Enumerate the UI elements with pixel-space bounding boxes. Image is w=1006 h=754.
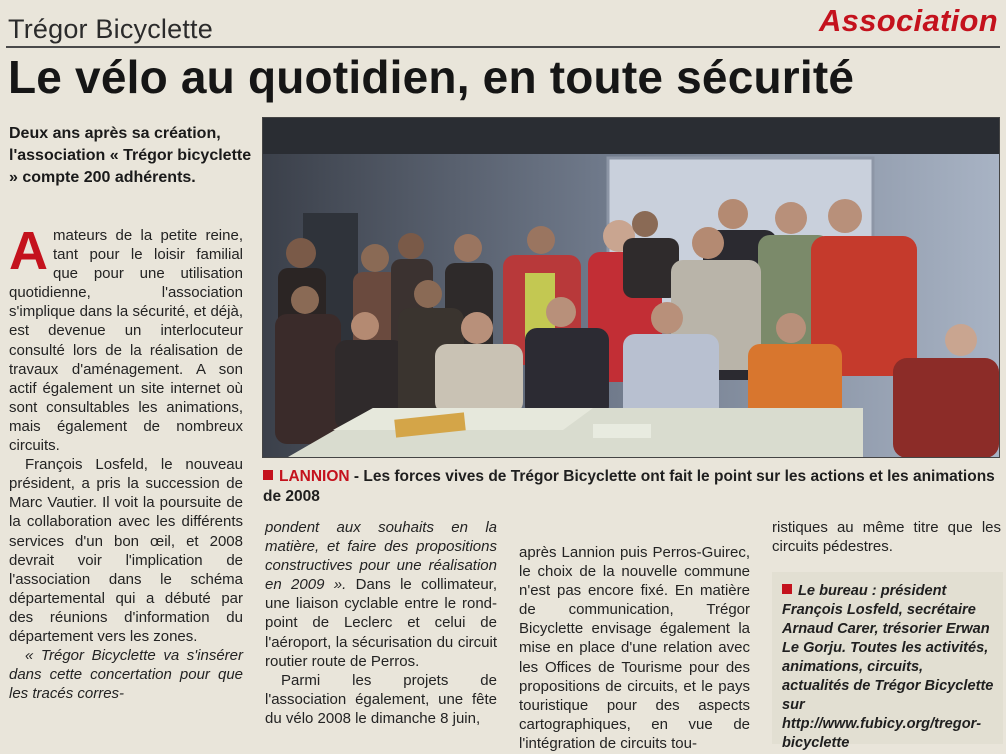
lead-paragraph: Deux ans après sa création, l'association « Trégor bicyclette » compte 200 adhérents. xyxy=(9,125,252,186)
headline: Le vélo au quotidien, en toute sécurité xyxy=(8,51,855,103)
article-column-4 xyxy=(772,518,1001,556)
info-box-bullet xyxy=(782,584,792,594)
paragraph: après Lannion puis Perros-Guirec, le choix de la nouvelle commune n'est pas encore fixé. En matière de communication, Trégor Bicyclette envisage également la mise en place d'une relation avec les Offices de Tourisme pour des propositions de circuits, et le pays touristique pour des aspects cartographiques, en vue de l'intégration de circuits tou- xyxy=(519,544,750,752)
quote-text: pondent aux souhaits en la matière, et faire des propositions constructives pour une réalisation en 2009 ». xyxy=(265,519,497,594)
article-column-1 xyxy=(9,221,243,703)
quote-paragraph: « Trégor Bicyclette va s'insérer dans cette concertation pour que les tracés corres- xyxy=(9,647,243,703)
drop-cap: A xyxy=(9,221,48,281)
photo-caption xyxy=(263,467,1001,507)
paragraph: François Losfeld, le nouveau président, a pris la succession de Marc Vautier. Il voit la poursuite de la collaboration avec les différents services d'un bon œil, et 2008 devrait voir l'implication de l'association dans le schéma départemental qui a débuté par des réunions d'information du département vers les zones. xyxy=(9,456,243,645)
paragraph xyxy=(265,518,497,671)
paragraph: Parmi les projets de l'association également, une fête du vélo 2008 le dimanche 8 juin, xyxy=(265,671,497,727)
paragraph-text: mateurs de la petite reine, tant pour le loisir familial que pour une utilisation quotidienne, l'association s'implique dans la sécurité, et déjà, est devenue un interlocuteur consulté lors de la réalisation de travaux d'aménagement. A son actif également un site internet où sont consultables les animations, mais également de nombreux circuits. xyxy=(9,227,243,455)
article-column-3 xyxy=(519,543,750,753)
paragraph: ristiques au même titre que les circuits pédestres. xyxy=(772,519,1001,556)
info-box-content: Le bureau : président François Losfeld, secrétaire Arnaud Carer, trésorier Erwan Le Gorju. Toutes les activités, animations, circuits, actualités de Trégor Bicyclette sur http://www.fubicy.org/tregor-bicyclette xyxy=(782,583,994,751)
caption-place: LANNION xyxy=(279,468,350,485)
group-photo xyxy=(262,117,1000,458)
paragraph xyxy=(9,221,243,455)
kicker-title: Trégor Bicyclette xyxy=(8,14,213,44)
section-label: Association xyxy=(818,3,998,38)
header-rule xyxy=(6,46,1000,48)
caption-text: - Les forces vives de Trégor Bicyclette ont fait le point sur les actions et les animations de 2008 xyxy=(263,468,995,505)
article-column-2 xyxy=(265,518,497,728)
photo-illustration xyxy=(263,118,999,457)
info-box xyxy=(772,572,1003,751)
info-box-text xyxy=(782,582,994,753)
caption-bullet xyxy=(263,470,273,480)
paragraph-text: Dans le collimateur, une liaison cyclable entre le rond-point de Leclerc et celui de l'aéroport, la sécurisation du circuit routier route de Perros. xyxy=(265,576,497,670)
